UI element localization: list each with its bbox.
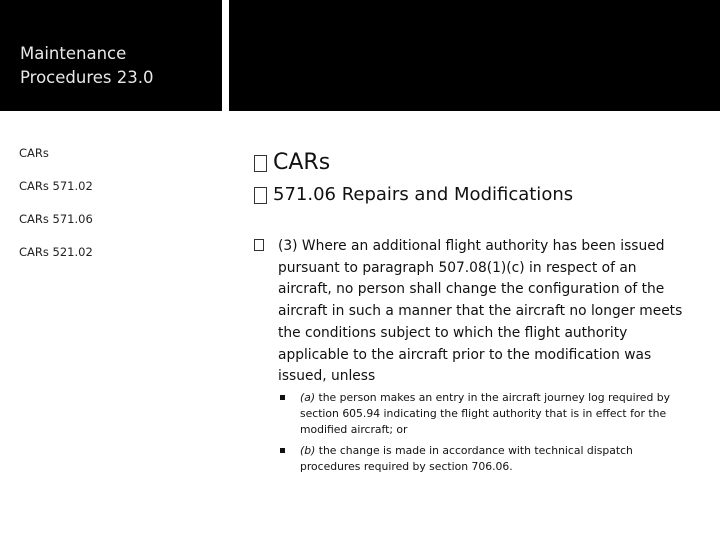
slide-subheading: [254, 184, 573, 205]
square-bullet-icon: [280, 448, 285, 453]
slide-heading: [254, 150, 330, 175]
bullet-box-icon: [254, 239, 264, 251]
paragraph-text: (3) Where an additional flight authority has been issued pursuant to paragraph 507.08(1)(c) in respect of an aircraft, no person shall change the configuration of the aircraft in such a manner that the aircraft no longer meets the conditions subject to which the flight authority applicable to the aircraft prior to the modification was issued, unless: [278, 238, 683, 385]
subitem-text: the person makes an entry in the aircraft journey log required by section 605.94 indicating the flight authority that is in effect for the modified aircraft; or: [300, 391, 670, 436]
heading-text: CARs: [273, 150, 331, 175]
subitem-marker: (b): [300, 444, 316, 457]
sidebar-item-cars-571-06[interactable]: CARs 571.06: [19, 212, 93, 226]
title-bar-right: [229, 0, 720, 111]
bullet-box-icon: [254, 155, 267, 172]
subitem-marker: (a): [300, 391, 316, 404]
list-item: [280, 443, 690, 475]
sidebar-item-cars-521-02[interactable]: CARs 521.02: [19, 245, 93, 259]
subitem-list: [280, 390, 690, 480]
deck-title: Maintenance Procedures 23.0: [20, 44, 154, 87]
subheading-text: 571.06 Repairs and Modifications: [273, 184, 574, 205]
bullet-box-icon: [254, 187, 267, 204]
square-bullet-icon: [280, 395, 285, 400]
list-item: [280, 390, 690, 438]
sidebar-nav: [19, 144, 219, 276]
subitem-text: the change is made in accordance with technical dispatch procedures required by section 706.06.: [300, 444, 633, 473]
sidebar-item-cars-571-02[interactable]: CARs 571.02: [19, 179, 93, 193]
body-paragraph: [254, 236, 694, 388]
sidebar-item-cars[interactable]: CARs: [19, 146, 49, 160]
